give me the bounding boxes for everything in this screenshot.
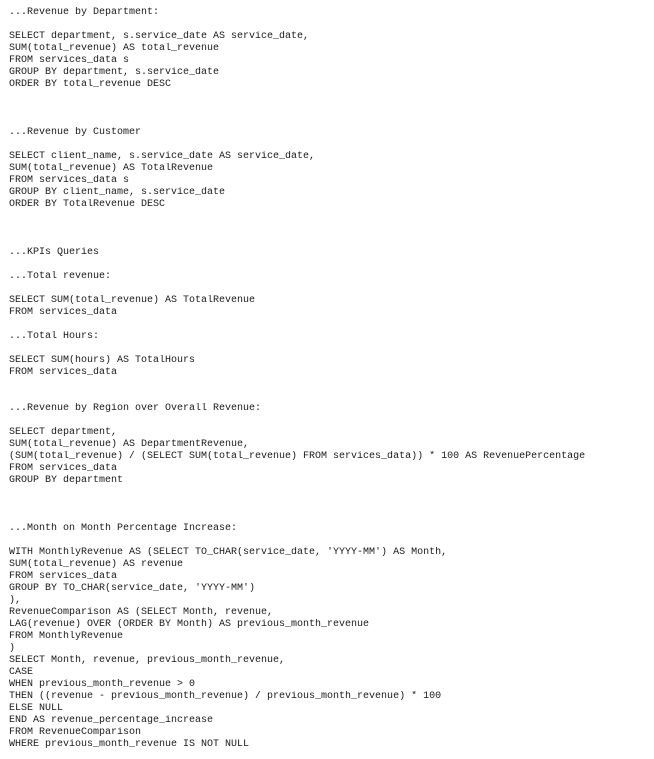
document-line: FROM services_data xyxy=(9,463,118,474)
document-line xyxy=(9,259,649,271)
document-line xyxy=(9,535,649,547)
document-line: ...KPIs Queries xyxy=(9,247,100,258)
document-line xyxy=(9,139,649,151)
document-line: ...Revenue by Region over Overall Revenue: xyxy=(9,403,262,414)
document-line: CASE xyxy=(9,667,34,678)
document-line xyxy=(9,223,649,235)
document-line: SUM(total_revenue) AS total_revenue xyxy=(9,43,220,54)
document-line: SELECT client_name, s.service_date AS service_date, xyxy=(9,151,316,162)
document-line: GROUP BY department xyxy=(9,475,124,486)
document-line xyxy=(9,511,649,523)
document-line: ...Month on Month Percentage Increase: xyxy=(9,523,238,534)
document-line: GROUP BY department, s.service_date xyxy=(9,67,220,78)
document-line xyxy=(9,235,649,247)
document-line: ELSE NULL xyxy=(9,703,64,714)
document-line: ...Revenue by Customer xyxy=(9,127,142,138)
document-line: FROM services_data xyxy=(9,571,118,582)
document-line: ), xyxy=(9,595,22,606)
document-line: SELECT SUM(hours) AS TotalHours xyxy=(9,355,196,366)
document-line: LAG(revenue) OVER (ORDER BY Month) AS previous_month_revenue xyxy=(9,619,370,630)
document-line xyxy=(9,415,649,427)
document-line: ) xyxy=(9,643,16,654)
document-line: SELECT department, xyxy=(9,427,118,438)
document-line xyxy=(9,487,649,499)
document-line xyxy=(9,103,649,115)
document-line: ORDER BY TotalRevenue DESC xyxy=(9,199,166,210)
document-line: FROM services_data s xyxy=(9,175,130,186)
document-line: ORDER BY total_revenue DESC xyxy=(9,79,172,90)
document-line xyxy=(9,283,649,295)
document-line: WHERE previous_month_revenue IS NOT NULL xyxy=(9,739,250,750)
document-line: SELECT SUM(total_revenue) AS TotalRevenue xyxy=(9,295,256,306)
document-line: SUM(total_revenue) AS revenue xyxy=(9,559,184,570)
document-line: (SUM(total_revenue) / (SELECT SUM(total_revenue) FROM services_data)) * 100 AS RevenuePercentage xyxy=(9,451,586,462)
document-line: FROM MonthlyRevenue xyxy=(9,631,124,642)
document-line xyxy=(9,379,649,391)
document-line: THEN ((revenue - previous_month_revenue) / previous_month_revenue) * 100 xyxy=(9,691,442,702)
document-line: FROM services_data xyxy=(9,367,118,378)
document-line xyxy=(9,391,649,403)
document-line xyxy=(9,343,649,355)
document-line: RevenueComparison AS (SELECT Month, revenue, xyxy=(9,607,274,618)
document-line: SELECT department, s.service_date AS service_date, xyxy=(9,31,310,42)
document-line: FROM RevenueComparison xyxy=(9,727,142,738)
document-line: SUM(total_revenue) AS DepartmentRevenue, xyxy=(9,439,250,450)
document-line xyxy=(9,499,649,511)
document-line: ...Revenue by Department: xyxy=(9,7,160,18)
document-line: ...Total revenue: xyxy=(9,271,112,282)
document-line xyxy=(9,211,649,223)
document-line xyxy=(9,115,649,127)
document-line xyxy=(9,91,649,103)
document-line: SELECT Month, revenue, previous_month_revenue, xyxy=(9,655,286,666)
document-line: SUM(total_revenue) AS TotalRevenue xyxy=(9,163,214,174)
document-line xyxy=(9,19,649,31)
document-line xyxy=(9,319,649,331)
document-line: WITH MonthlyRevenue AS (SELECT TO_CHAR(service_date, 'YYYY-MM') AS Month, xyxy=(9,547,448,558)
document-line: FROM services_data xyxy=(9,307,118,318)
document-line: GROUP BY TO_CHAR(service_date, 'YYYY-MM') xyxy=(9,583,256,594)
document-line: GROUP BY client_name, s.service_date xyxy=(9,187,226,198)
document-line: FROM services_data s xyxy=(9,55,130,66)
document-line: WHEN previous_month_revenue > 0 xyxy=(9,679,196,690)
document-line: ...Total Hours: xyxy=(9,331,100,342)
sql-document xyxy=(9,7,649,751)
document-line: END AS revenue_percentage_increase xyxy=(9,715,214,726)
